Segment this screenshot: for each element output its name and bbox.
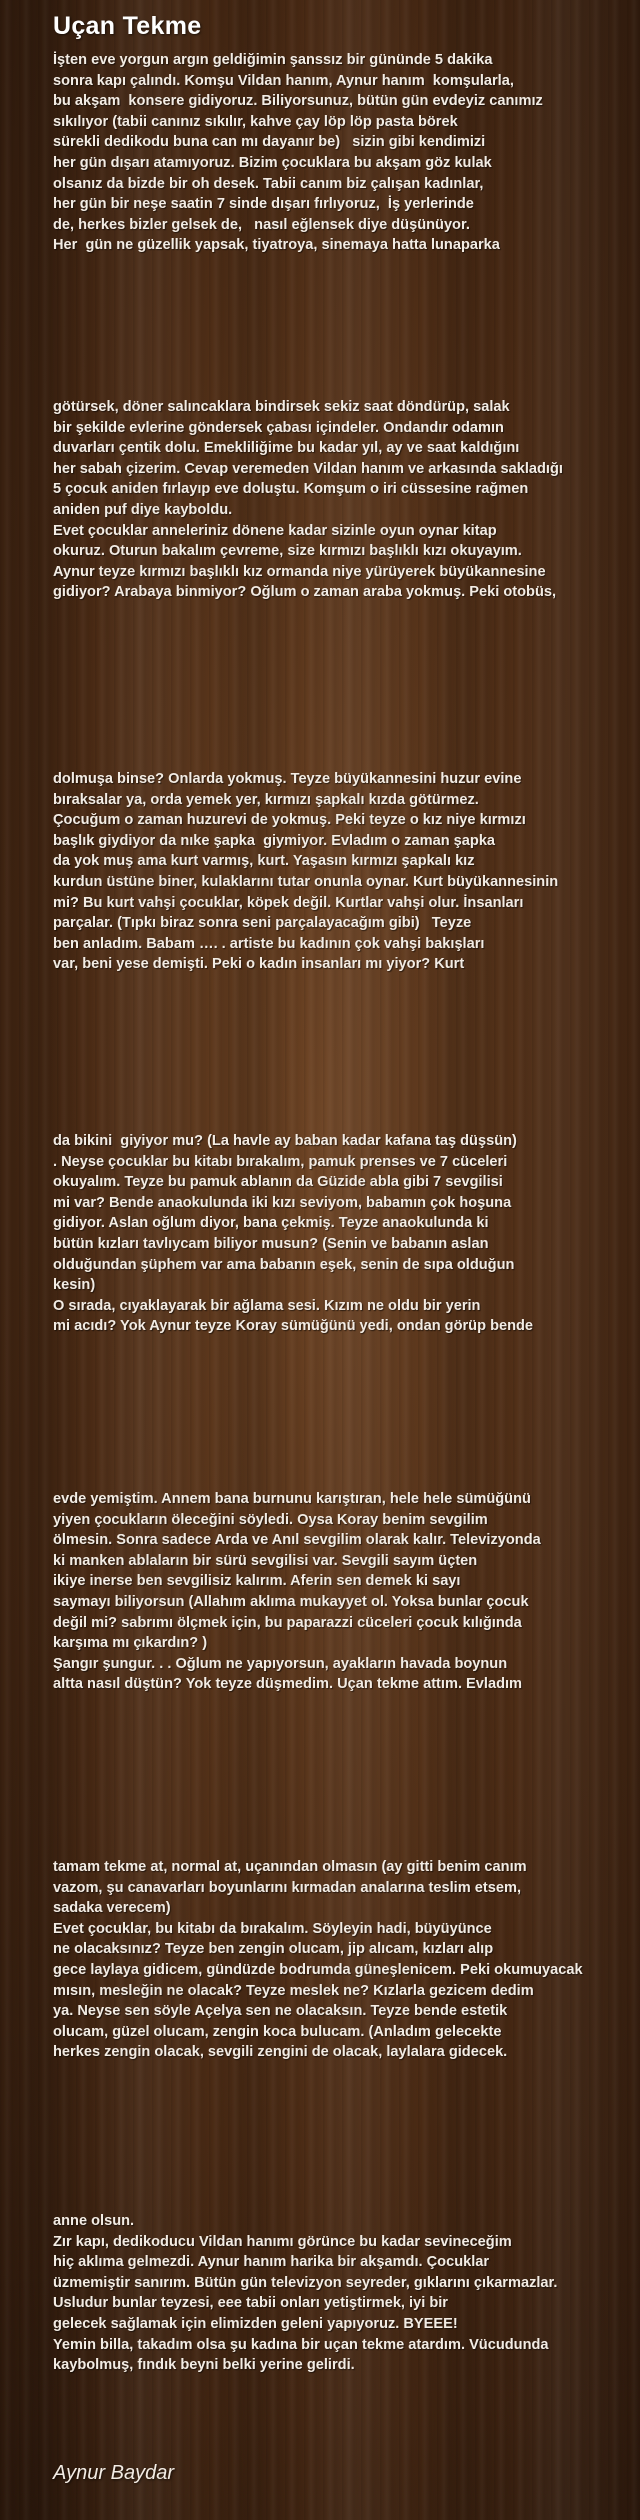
poem-line: herkes zengin olacak, sevgili zengini de olacak, laylalara gidecek.: [53, 2044, 508, 2061]
poem-line: olduğundan şüphem var ama babanın eşek, senin de sıpa olduğun: [53, 1256, 515, 1273]
poem-line: Evet çocuklar, bu kitabı da bırakalım. Söyleyin hadi, büyüyünce: [53, 1920, 492, 1937]
poem-line: parçalar. (Tıpkı biraz sonra seni parçalayacağım gibi) Teyze: [53, 915, 472, 932]
poem-line: altta nasıl düştün? Yok teyze düşmedim. Uçan tekme attım. Evladım: [53, 1676, 523, 1693]
author-name: Aynur Baydar: [53, 2462, 174, 2484]
poem-line: İşten eve yorgun argın geldiğimin şanssız bir gününde 5 dakika: [53, 52, 493, 68]
poem-line: mi acıdı? Yok Aynur teyze Koray sümüğünü yedi, ondan görüp bende: [53, 1318, 534, 1335]
poem-line: her gün dışarı atamıyoruz. Bizim çocuklara bu akşam göz kulak: [53, 154, 492, 171]
stanza-1: [53, 50, 638, 256]
poem-line: anne olsun.: [53, 2213, 135, 2229]
stanza-6: [53, 1857, 638, 2063]
poem-line: O sırada, cıyaklayarak bir ağlama sesi. Kızım ne oldu bir yerin: [53, 1297, 481, 1314]
poem-line: mi? Bu kurt vahşi çocuklar, köpek değil. Kurtlar vahşi olur. İnsanları: [53, 894, 524, 911]
poem-line: götürsek, döner salıncaklara bindirsek sekiz saat döndürüp, salak: [53, 399, 510, 415]
poem-title: Uçan Tekme: [53, 12, 202, 40]
poem-line: sonra kapı çalındı. Komşu Vildan hanım, Aynur hanım komşularla,: [53, 72, 514, 89]
poem-line: Evet çocuklar anneleriniz dönene kadar sizinle oyun oynar kitap: [53, 522, 497, 539]
poem-line: tamam tekme at, normal at, uçanından olmasın (ay gitti benim canım: [53, 1859, 527, 1875]
poem-line: üzmemiştir sanırım. Bütün gün televizyon seyreder, gıklarını çıkarmazlar.: [53, 2274, 558, 2291]
poem-line: sürekli dedikodu buna can mı dayanır be) sizin gibi kendimizi: [53, 134, 486, 151]
poem-line: dolmuşa binse? Onlarda yokmuş. Teyze büyükannesini huzur evine: [53, 771, 522, 787]
poem-line: aniden puf diye kayboldu.: [53, 501, 233, 518]
poem-line: mısın, mesleğin ne olacak? Teyze meslek ne? Kızlarla gezicem dedim: [53, 1982, 534, 1999]
poem-line: da bikini giyiyor mu? (La havle ay baban kadar kafana taş düşsün): [53, 1133, 517, 1149]
poem-line: bir şekilde evlerine göndersek çabası içindeler. Ondandır odamın: [53, 419, 504, 436]
poem-line: evde yemiştim. Annem bana burnunu karıştıran, hele hele sümüğünü: [53, 1491, 531, 1507]
poem-line: duvarları çentik dolu. Emekliliğime bu kadar yıl, ay ve saat kaldığını: [53, 440, 520, 457]
stanza-4: [53, 1131, 638, 1337]
poem-line: Aynur teyze kırmızı başlıklı kız ormanda niye yürüyerek büyükannesine: [53, 563, 546, 580]
poem-line: Usludur bunlar teyzesi, eee tabii onları yetiştirmek, iyi bir: [53, 2295, 448, 2312]
poem-line: değil mi? sabrımı ölçmek için, bu paparazzi cüceleri çocuk kılığında: [53, 1614, 522, 1631]
poem-line: gelecek sağlamak için elimizden geleni yapıyoruz. BYEEE!: [53, 2315, 458, 2332]
poem-line: Yemin billa, takadım olsa şu kadına bir uçan tekme atardım. Vücudunda: [53, 2336, 549, 2353]
poem-line: okuruz. Oturun bakalım çevreme, size kırmızı başlıklı kızı okuyayım.: [53, 543, 522, 560]
poem-line: Şangır şungur. . . Oğlum ne yapıyorsun, ayakların havada boynun: [53, 1655, 508, 1672]
stanza-7: [53, 2211, 638, 2376]
poem-line: sadaka verecem): [53, 1900, 171, 1917]
poem-line: ölmesin. Sonra sadece Arda ve Anıl sevgilim olarak kalır. Televizyonda: [53, 1532, 541, 1549]
poem-line: gidiyor. Aslan oğlum diyor, bana çekmiş. Teyze anaokulunda ki: [53, 1215, 489, 1232]
poem-line: her gün bir neşe saatin 7 sinde dışarı fırlıyoruz, İş yerlerinde: [53, 196, 474, 213]
poem-line: ikiye inerse ben sevgilisiz kalırım. Aferin sen demek ki sayı: [53, 1573, 461, 1590]
poem-line: vazom, şu canavarları boyunlarını kırmadan analarına teslim etsem,: [53, 1879, 522, 1896]
poem-line: saymayı biliyorsun (Allahım aklıma mukayyet ol. Yoksa bunlar çocuk: [53, 1593, 529, 1610]
poem-line: de, herkes bizler gelsek de, nasıl eğlensek diye düşünüyor.: [53, 216, 470, 233]
poem-line: mi var? Bende anaokulunda iki kızı seviyom, babamın çok hoşuna: [53, 1194, 512, 1211]
poem-line: Çocuğum o zaman huzurevi de yokmuş. Peki teyze o kız niye kırmızı: [53, 812, 526, 829]
poem-line: bıraksalar ya, orda yemek yer, kırmızı şapkalı kızda götürmez.: [53, 791, 479, 808]
poem-line: olucam, güzel olucam, zengin koca bulucam. (Anladım gelecekte: [53, 2023, 502, 2040]
poem-line: bütün kızları tavlıycam biliyor musun? (Senin ve babanın aslan: [53, 1235, 489, 1252]
poem-line: kaybolmuş, fındık beyni belki yerine gelirdi.: [53, 2357, 355, 2374]
poem-line: kesin): [53, 1277, 96, 1294]
poem-line: ne olacaksınız? Teyze ben zengin olucam, jip alıcam, kızları alıp: [53, 1941, 494, 1958]
poem-line: kurdun üstüne biner, kulaklarını tutar onunla oynar. Kurt büyükannesinin: [53, 873, 559, 890]
poem-line: da yok muş ama kurt varmış, kurt. Yaşasın kırmızı şapkalı kız: [53, 853, 475, 870]
poem-line: başlık giydiyor da nıke şapka giymiyor. Evladım o zaman şapka: [53, 832, 496, 849]
poem-line: ya. Neyse sen söyle Açelya sen ne olacaksın. Teyze bende estetik: [53, 2003, 508, 2020]
poem-line: sıkılıyor (tabii canınız sıkılır, kahve çay löp löp pasta börek: [53, 113, 458, 130]
poem-line: . Neyse çocuklar bu kitabı bırakalım, pamuk prenses ve 7 cüceleri: [53, 1153, 508, 1170]
stanza-5: [53, 1489, 638, 1695]
poem-line: ben anladım. Babam …. . artiste bu kadının çok vahşi bakışları: [53, 935, 485, 952]
poem-line: 5 çocuk aniden fırlayıp eve doluştu. Komşum o iri cüssesine rağmen: [53, 481, 529, 498]
poem-line: Zır kapı, dedikoducu Vildan hanımı görünce bu kadar sevineceğim: [53, 2233, 512, 2250]
poem-line: hiç aklıma gelmezdi. Aynur hanım harika bir akşamdı. Çocuklar: [53, 2254, 490, 2271]
stanza-2: [53, 397, 638, 603]
poem-line: okuyalım. Teyze bu pamuk ablanın da Güzide abla gibi 7 sevgilisi: [53, 1174, 503, 1191]
poem-line: ki manken ablaların bir sürü sevgilisi var. Sevgili sayım üçten: [53, 1552, 478, 1569]
poem-line: bu akşam konsere gidiyoruz. Biliyorsunuz, bütün gün evdeyiz canımız: [53, 93, 543, 110]
stanza-3: [53, 769, 638, 975]
poem-line: gidiyor? Arabaya binmiyor? Oğlum o zaman araba yokmuş. Peki otobüs,: [53, 584, 557, 601]
poem-line: Her gün ne güzellik yapsak, tiyatroya, sinemaya hatta lunaparka: [53, 237, 500, 254]
poem-line: var, beni yese demişti. Peki o kadın insanları mı yiyor? Kurt: [53, 956, 465, 973]
poem-line: olsanız da bizde bir oh desek. Tabii canım biz çalışan kadınlar,: [53, 175, 484, 192]
poem-line: gece laylaya gidicem, gündüzde bodrumda güneşlenicem. Peki okumuyacak: [53, 1961, 583, 1978]
poem-line: her sabah çizerim. Cevap veremeden Vildan hanım ve arkasında sakladığı: [53, 460, 563, 477]
poem-line: yiyen çocukların öleceğini söyledi. Oysa Koray benim sevgilim: [53, 1511, 488, 1528]
poem-line: karşıma mı çıkardın? ): [53, 1635, 208, 1652]
